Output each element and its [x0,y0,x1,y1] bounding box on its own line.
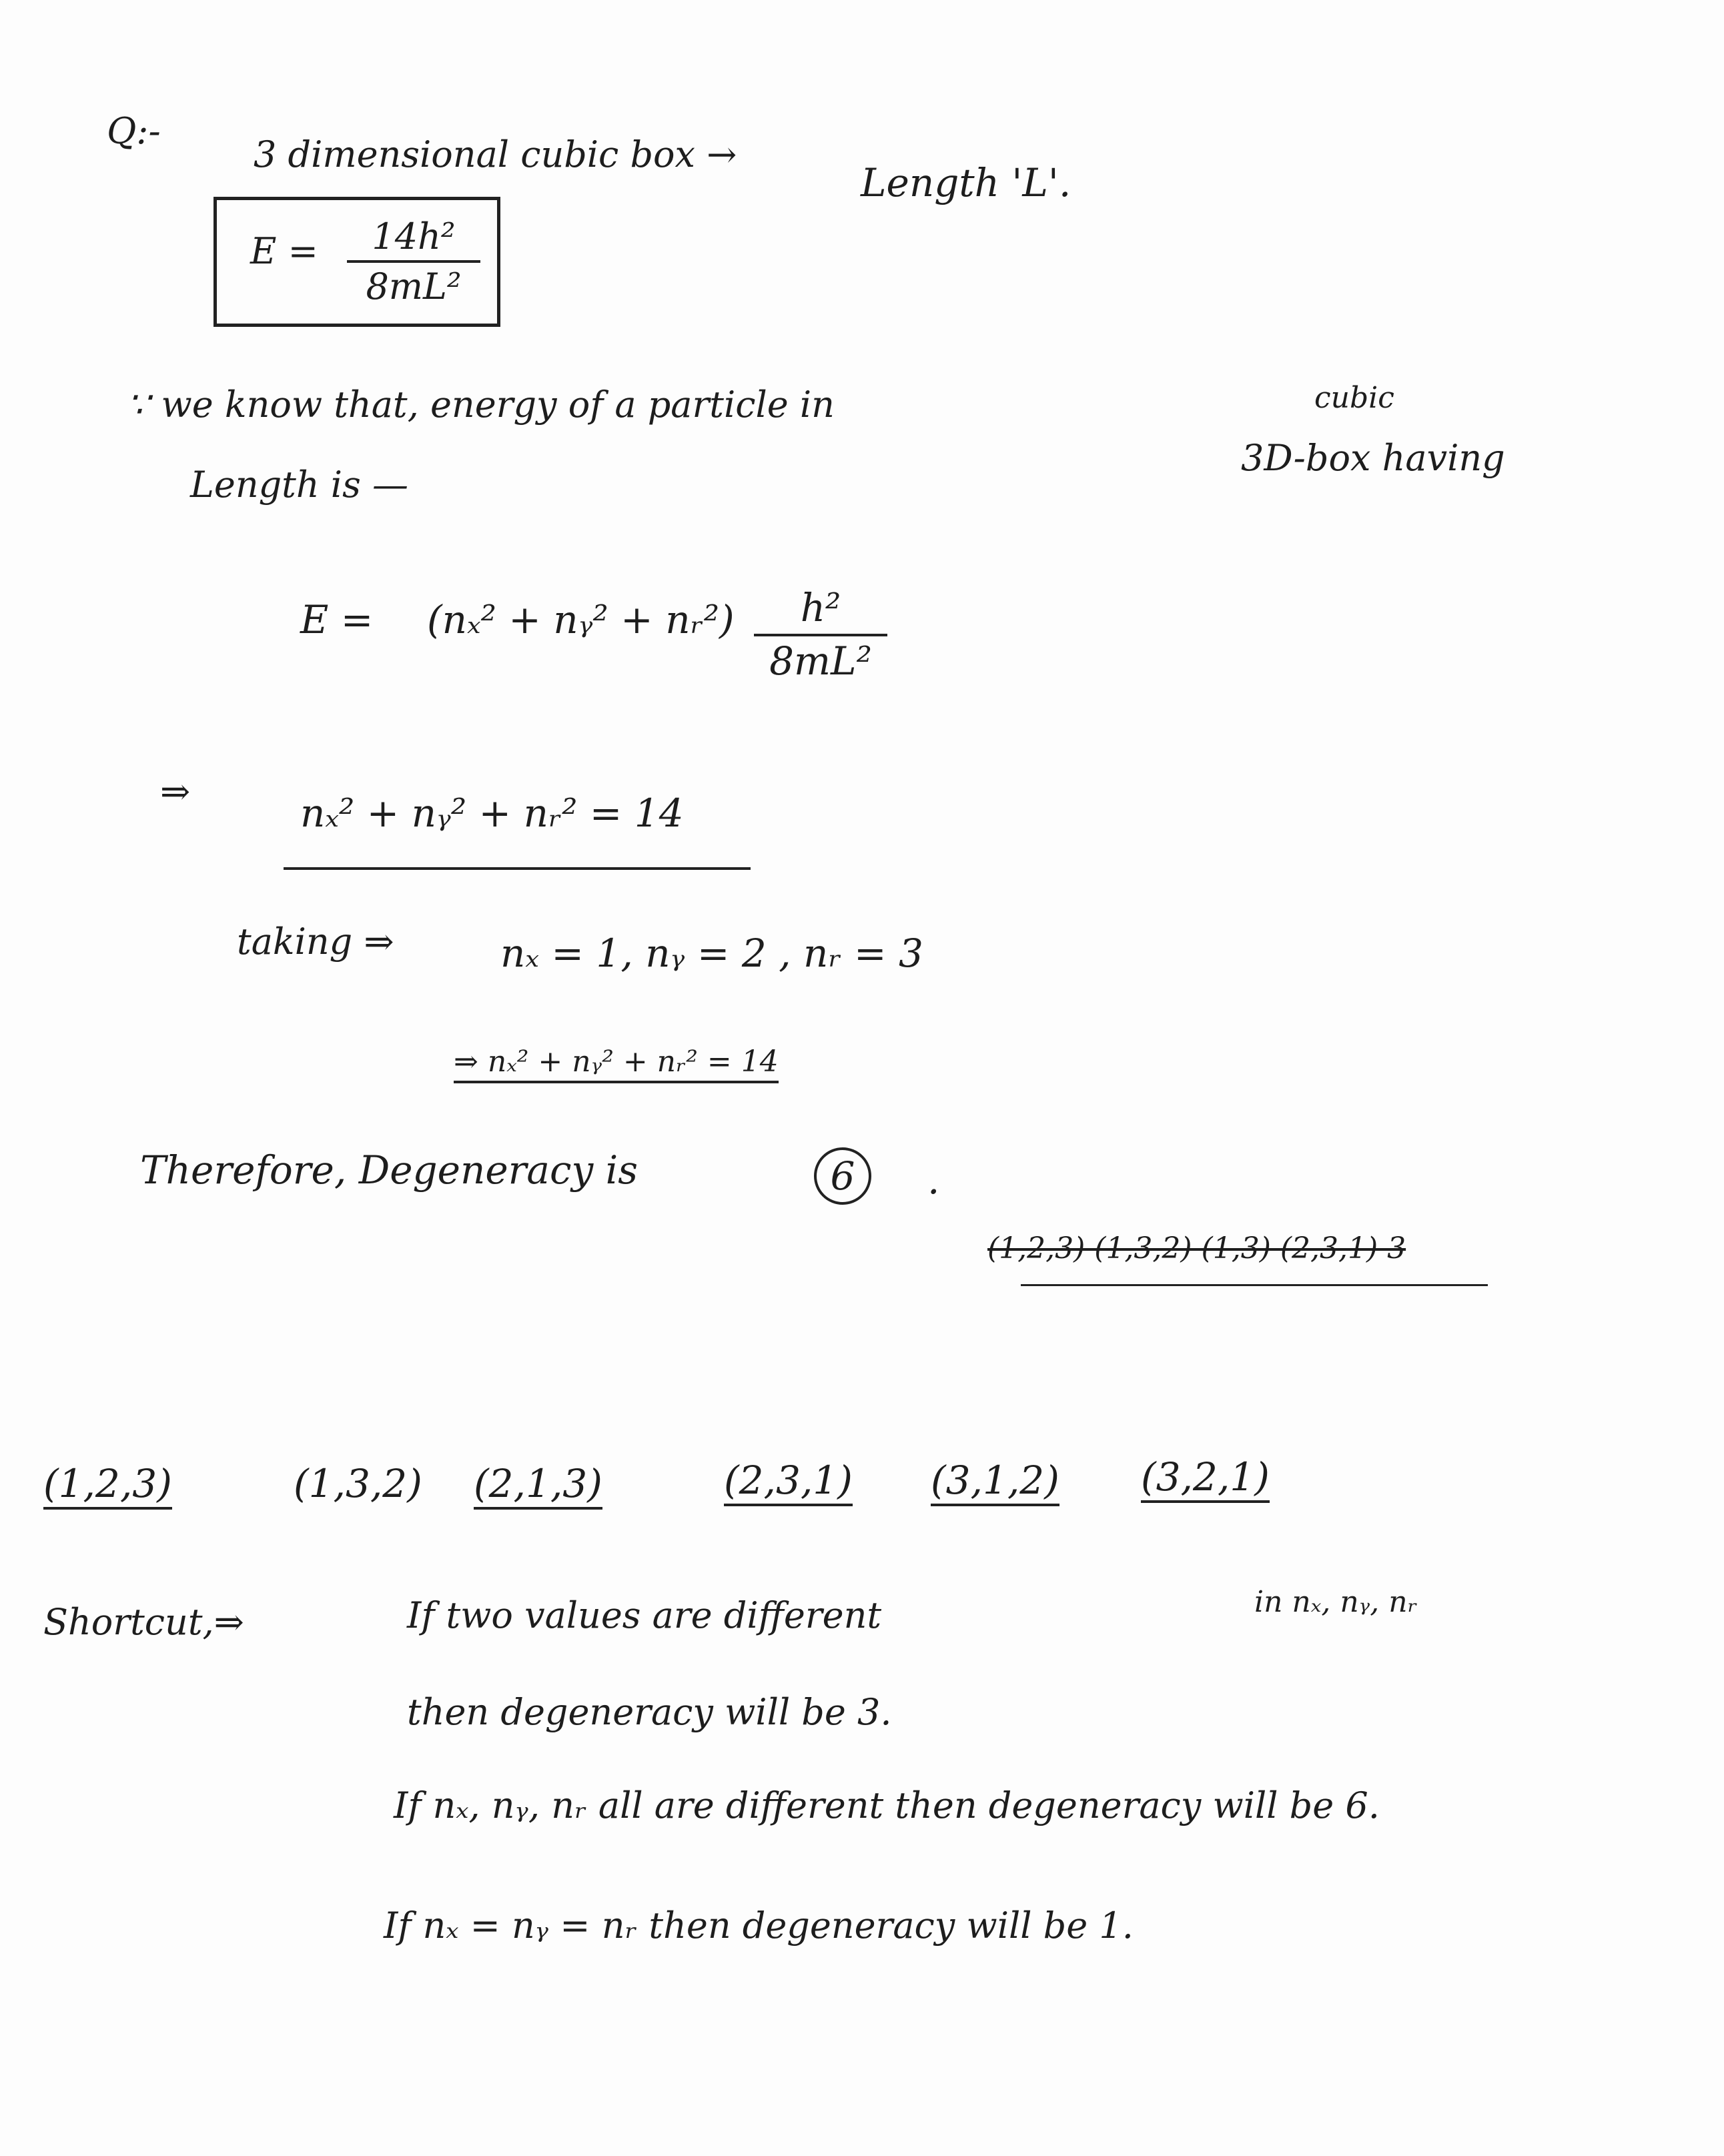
intro-cubic-label: cubic [1314,381,1394,415]
scratch-crossed-out: (1,2,3) (1,3,2) (1,3) (2,3,1) 3 [987,1231,1406,1265]
shortcut-label: Shortcut,⇒ [43,1601,244,1643]
shortcut-rule-1b: in nₓ, nᵧ, nᵣ [1254,1585,1418,1619]
intro-line-2: Length is — [190,464,408,506]
energy-eq-denominator: 8mL² [769,638,872,684]
question-length: Length 'L'. [861,160,1071,205]
given-energy-lhs: E = [250,230,318,272]
shortcut-rule-2: If nₓ, nᵧ, nᵣ all are different then degeneracy will be 6. [394,1784,1380,1826]
shortcut-rule-3: If nₓ = nᵧ = nᵣ then degeneracy will be 1. [384,1905,1134,1947]
fraction-bar [754,634,887,636]
given-energy-numerator: 14h² [372,215,456,257]
intro-line-1-tail: 3D-box having [1241,437,1505,479]
intro-line-1: ∵ we know that, energy of a particle in [127,384,835,426]
scratch-underline [1021,1284,1488,1286]
energy-eq-bracket: (nₓ² + nᵧ² + nᵣ²) [427,597,735,642]
shortcut-rule-1a: If two values are different [407,1594,882,1636]
question-marker: Q:- [107,110,161,152]
therefore-period: . [927,1157,940,1203]
taking-check: ⇒ nₓ² + nᵧ² + nᵣ² = 14 [454,1047,779,1083]
implies-arrow: ⇒ [160,770,191,813]
shortcut-rule-1c: then degeneracy will be 3. [407,1691,892,1733]
permutation-3: (2,1,3) [474,1464,602,1510]
permutation-5: (3,1,2) [931,1461,1059,1506]
implies-expression: nₓ² + nᵧ² + nᵣ² = 14 [300,790,684,836]
degeneracy-circle: 6 [814,1147,871,1205]
question-heading: 3 dimensional cubic box → [254,133,737,175]
energy-eq-fraction [754,587,887,683]
given-energy-denominator: 8mL² [366,265,462,308]
degeneracy-value [814,1147,871,1205]
energy-eq-lhs: E = [300,597,374,642]
permutation-2: (1,3,2) [294,1461,422,1506]
given-energy-fraction [347,217,480,307]
permutation-6: (3,2,1) [1141,1458,1270,1503]
fraction-bar [347,260,480,263]
taking-values: nₓ = 1, nᵧ = 2 , nᵣ = 3 [500,931,923,976]
permutation-1: (1,2,3) [43,1464,172,1510]
taking-label: taking ⇒ [237,921,394,963]
implies-underline [284,867,751,870]
therefore-text: Therefore, Degeneracy is [140,1147,638,1193]
permutation-4: (2,3,1) [724,1461,853,1506]
energy-eq-numerator: h² [800,585,841,630]
